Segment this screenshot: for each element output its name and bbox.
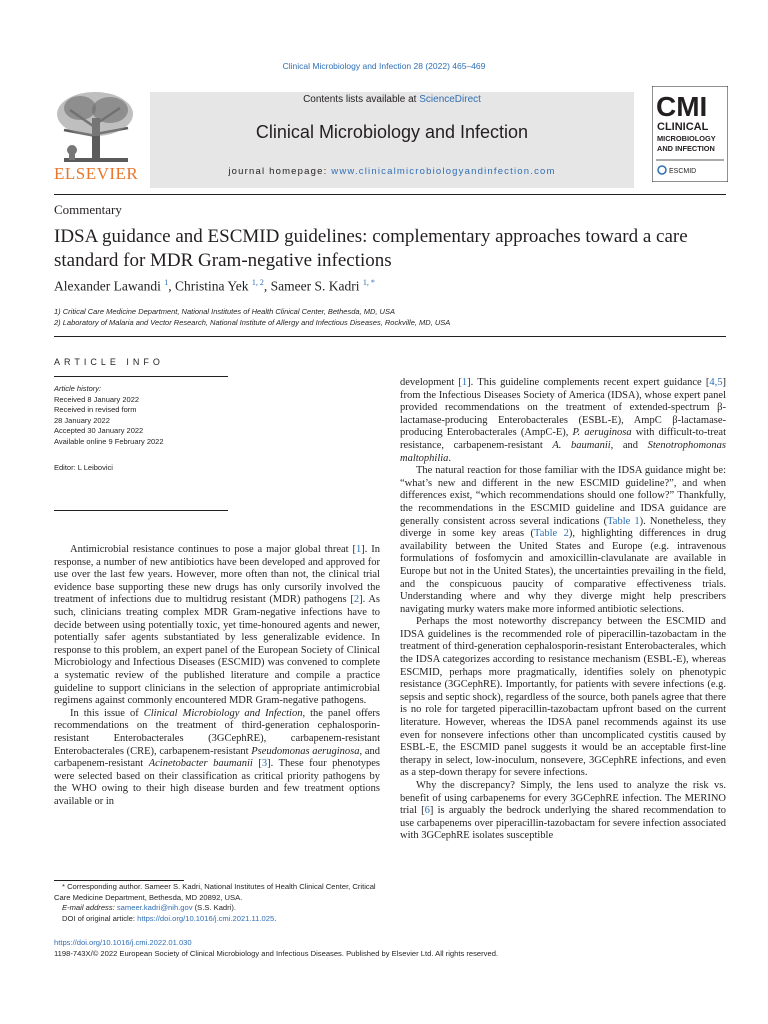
- reference-link[interactable]: 2: [353, 594, 360, 606]
- article-info-heading: ARTICLE INFO: [54, 357, 164, 367]
- affiliation-1: 1) Critical Care Medicine Department, National Institutes of Health Clinical Center, Bethesda, MD, USA: [54, 307, 395, 316]
- body-text: , and: [610, 439, 648, 451]
- author-list: Alexander Lawandi $^1$, Christina Yek $^{1, 2}$, Sameer S. Kadri $^{1, *}$: [54, 278, 375, 294]
- body-paragraph: [400, 377, 726, 465]
- email-suffix: (S.S. Kadri).: [192, 903, 237, 913]
- corresponding-author-note: * Corresponding author. Sameer S. Kadri, National Institutes of Health Clinical Center, Critical Care Medicine Department, Bethesda, MD 20892, USA.: [54, 882, 376, 902]
- body-text: Perhaps the most noteworthy discrepancy between the ESCMID and IDSA guidelines is the recommended role of piperacillin-tazobactam in the treatment of third-generation cephalosporin-resistant Enterobacterales, which the IDSA categorizes according to resistance mechanism (ESBL-E), whereas ESCMID, perhaps more pragmatically, identifies solely on phenotypic resistance (3GCephRE). Importantly, for patients with severe infections (e.g. sepsis and septic shock), regardless of the source, both panels agree that there is no role for targeted piperacillin-tazobactam upfront based on the current literature. However, whereas the IDSA panel recommends against its use even for nonsevere infections other than uncomplicated cystitis caused by ESBL-E, the ESCMID panel suggests it would be an acceptable first-line therapy in select, low-inoculum, nonsevere, 3GCephRE infections, and even as a step-down therapy for severe infections.: [400, 616, 726, 779]
- body-text: The natural reaction for those familiar with the IDSA guidance might be: “what’s new and different in the new ESCMID guideline?”, and when differences exist, “which recommendations should one follow?” Thankfully, the recommendations in the ESCMID guideline and IDSA guidance are generally consistent across several indications (: [400, 465, 726, 527]
- elsevier-wordmark: ELSEVIER: [54, 164, 139, 183]
- body-column-left: [54, 544, 380, 808]
- footnote-divider: [54, 880, 184, 881]
- body-text: In this issue of: [70, 707, 144, 719]
- original-doi-label: DOI of original article:: [62, 914, 138, 924]
- body-text: ), highlighting differences in drug availability between the United States and Europe (e.g. intravenous formulations of fosfomycin and amoxicillin-clavulanate are available in Europe but not in the United States), the uncertainties prevailing in the field, and the conspicuous paucity of comparative effectiveness trials. Understanding where and why they diverge might help prescribers navigating murky waters make more informed antibiotic selections.: [400, 528, 726, 615]
- body-text: P. aeruginosa: [572, 427, 632, 439]
- reference-link[interactable]: Table 2: [534, 528, 569, 540]
- body-paragraph: [54, 708, 380, 809]
- body-text: ). Nonetheless, they diverge in some key areas (: [400, 515, 726, 540]
- footnotes: [54, 882, 380, 925]
- header-divider: [54, 194, 726, 195]
- author-affiliation-ref[interactable]: 1, 2: [251, 278, 264, 287]
- author-affiliation-ref[interactable]: 1: [164, 278, 169, 287]
- escmid-label: ESCMID: [669, 168, 697, 175]
- author-affiliation-ref[interactable]: 1, *: [362, 278, 375, 287]
- body-text: Why the discrepancy? Simply, the lens used to analyze the risk vs. benefit of using carbapenems for every 3GCephRE infection. The MERINO trial [: [400, 780, 726, 817]
- email-label: E-mail address:: [62, 903, 117, 913]
- reference-link[interactable]: 3: [261, 758, 268, 770]
- body-text: ]. In response, a number of new antibiotics have been developed and approved for use over the last few years. However, more often than not, the clinical trial evidence base supporting these new drugs has only cursorily involved the treatment of infections due to multidrug resistant (MDR) pathogens [: [54, 544, 380, 606]
- article-info-divider: [54, 376, 228, 377]
- body-text: , the panel offers recommendations on the treatment of third-generation cephalosporin-resistant Enterobacterales (3GCephRE), carbapenem-resistant Enterobacterales (CRE), carbapenem-resistant: [54, 707, 380, 757]
- article-type: Commentary: [54, 202, 122, 217]
- author-name: Christina Yek: [174, 278, 249, 294]
- history-line: Received in revised form: [54, 405, 137, 415]
- body-text: Clinical Microbiology and Infection: [143, 707, 303, 719]
- cmi-line3: AND INFECTION: [657, 144, 715, 153]
- history-line: Accepted 30 January 2022: [54, 426, 144, 436]
- affiliation-divider: [54, 336, 726, 337]
- body-text: Pseudomonas aeruginosa: [251, 745, 360, 757]
- body-paragraph: [400, 780, 726, 843]
- body-column-right: [400, 377, 726, 843]
- homepage-link[interactable]: www.clinicalmicrobiologyandinfection.com: [331, 166, 556, 177]
- body-text: ] from the Infectious Diseases Society of America (IDSA), whose expert panel provided recommendations on the treatment of extended-spectrum β-lactamase-producing Enterobacterales (ESBL-E), AmpC β-lactamase-producing Enterobacterales (AmpC-E),: [400, 377, 727, 439]
- sciencedirect-link[interactable]: ScienceDirect: [419, 94, 481, 105]
- author-name: Alexander Lawandi: [54, 278, 161, 294]
- copyright-line: 1198-743X/© 2022 European Society of Clinical Microbiology and Infectious Diseases. Published by Elsevier Ltd. All rights reserved.: [54, 949, 499, 958]
- original-doi-suffix: .: [274, 914, 277, 924]
- body-text: [: [252, 758, 262, 770]
- body-text: Antimicrobial resistance continues to pose a major global threat [: [70, 544, 356, 555]
- cmi-line2: MICROBIOLOGY: [657, 134, 716, 143]
- reference-link[interactable]: Table 1: [607, 515, 640, 527]
- article-info-divider: [54, 510, 228, 511]
- body-text: ]. This guideline complements recent expert guidance [: [467, 377, 710, 388]
- cmi-journal-logo: [652, 86, 728, 182]
- article-title: IDSA guidance and ESCMID guidelines: complementary approaches toward a care standard for MDR Gram-negative infections: [54, 226, 688, 271]
- cmi-line1: CLINICAL: [657, 121, 709, 133]
- reference-link[interactable]: 4,5: [709, 377, 723, 388]
- affiliation-2: 2) Laboratory of Malaria and Vector Research, National Institute of Allergy and Infectious Diseases, Rockville, MD, USA: [54, 318, 451, 327]
- body-text: Stenotrophomonas maltophilia: [400, 439, 726, 464]
- article-history: [54, 384, 234, 448]
- body-text: ]. As such, clinicians treating complex MDR Gram-negative infections have to decide between using potentially toxic, yet time-honoured agents and newer, potentially safer agents substantiated by less generalizable evidence. In response to this problem, an expert panel of the European Society of Clinical Microbiology and Infectious Diseases (ESCMID) was convened to complete a systematic review of the published literature and compile a practice guideline to support clinicians in the selection of appropriate antimicrobial regimens against commonly encountered MDR Gram-negative pathogens.: [54, 594, 380, 707]
- reference-link[interactable]: 1: [461, 377, 468, 388]
- reference-link[interactable]: 6: [424, 805, 430, 817]
- homepage-label: journal homepage:: [228, 166, 332, 177]
- history-line: 28 January 2022: [54, 415, 110, 425]
- contents-line: [150, 94, 634, 105]
- history-line: Received 8 January 2022: [54, 394, 140, 404]
- history-line: Available online 9 February 2022: [54, 436, 164, 446]
- body-text: .: [448, 452, 452, 464]
- contents-prefix: Contents lists available at: [303, 94, 420, 105]
- handling-editor: Editor: L Leibovici: [54, 463, 113, 472]
- body-text: ]. These four phenotypes were selected based on their classification as critical priority pathogens by the WHO owing to their high disease burden and few treatment options available or in: [54, 758, 380, 807]
- original-doi-link[interactable]: https://doi.org/10.1016/j.cmi.2021.11.025: [137, 914, 275, 924]
- cmi-acronym: CMI: [656, 91, 708, 122]
- body-paragraph: [400, 616, 726, 780]
- email-link[interactable]: sameer.kadri@nih.gov: [116, 903, 193, 913]
- homepage-line: [150, 166, 634, 177]
- reference-link[interactable]: 1: [355, 544, 362, 555]
- body-paragraph: [54, 544, 380, 708]
- journal-citation[interactable]: Clinical Microbiology and Infection 28 (2022) 465–469: [282, 61, 486, 71]
- body-text: A. baumanii: [552, 439, 611, 451]
- body-text: , and carbapenem-resistant: [54, 745, 380, 770]
- author-name: Sameer S. Kadri: [270, 278, 360, 294]
- body-text: with difficult-to-treat resistance, carbapenem-resistant: [400, 427, 726, 451]
- body-paragraph: [400, 465, 726, 616]
- body-text: Acinetobacter baumanii: [148, 758, 253, 770]
- history-label: Article history:: [54, 384, 102, 393]
- journal-title: Clinical Microbiology and Infection: [255, 122, 529, 142]
- article-doi-link[interactable]: https://doi.org/10.1016/j.cmi.2022.01.030: [54, 938, 192, 947]
- body-text: development [: [400, 377, 462, 388]
- body-text: ] is arguably the bedrock underlying the shared recommendation to use carbapenems over piperacillin-tazobactam for severe infection associated with 3GCephRE isolates susceptible: [400, 805, 727, 842]
